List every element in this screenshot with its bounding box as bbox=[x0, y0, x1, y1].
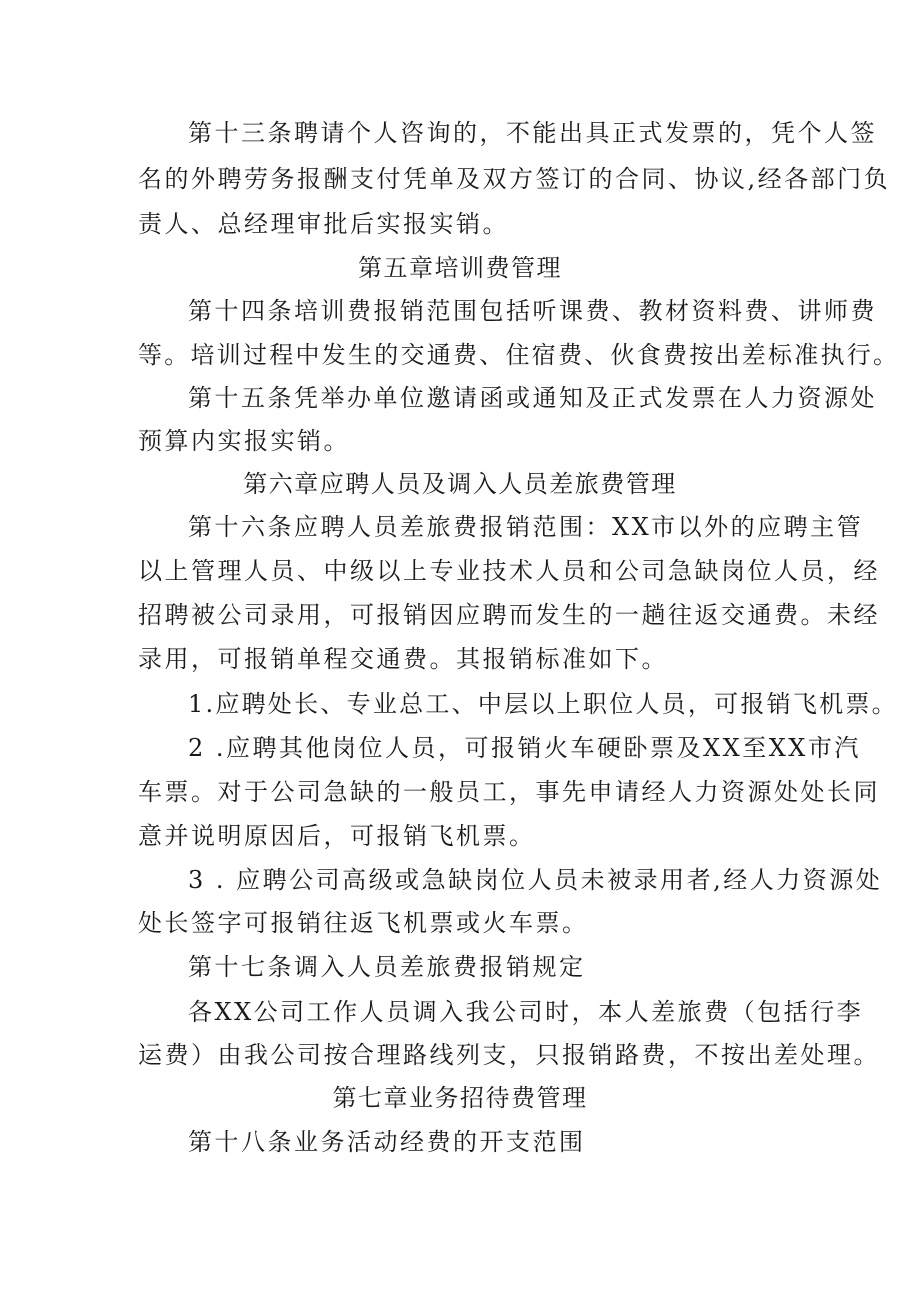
chapter-heading: 第五章培训费管理 bbox=[358, 254, 562, 282]
chapter-heading: 第六章应聘人员及调入人员差旅费管理 bbox=[243, 470, 677, 498]
paragraph-line: 车票。对于公司急缺的一般员工，事先申请经人力资源处处长同 bbox=[138, 778, 880, 806]
paragraph-line: 预算内实报实销。 bbox=[138, 427, 350, 455]
paragraph-line: 等。培训过程中发生的交通费、住宿费、伙食费按出差标准执行。 bbox=[138, 341, 900, 369]
paragraph-line: 招聘被公司录用，可报销因应聘而发生的一趟往返交通费。未经 bbox=[138, 601, 880, 629]
paragraph-line: 各XX公司工作人员调入我公司时，本人差旅费（包括行李 bbox=[188, 998, 864, 1026]
paragraph-line: 第十三条聘请个人咨询的，不能出具正式发票的，凭个人签 bbox=[188, 119, 877, 147]
list-item: 3 . 应聘公司高级或急缺岗位人员未被录用者,经人力资源处 bbox=[188, 866, 883, 894]
paragraph-line: 处长签字可报销往返飞机票或火车票。 bbox=[138, 909, 589, 937]
chapter-heading: 第七章业务招待费管理 bbox=[332, 1084, 588, 1112]
paragraph-line: 以上管理人员、中级以上专业技术人员和公司急缺岗位人员，经 bbox=[138, 557, 880, 585]
paragraph-line: 第十七条调入人员差旅费报销规定 bbox=[188, 953, 586, 981]
paragraph-line: 第十五条凭举办单位邀请函或通知及正式发票在人力资源处 bbox=[188, 384, 877, 412]
list-item: 1.应聘处长、专业总工、中层以上职位人员，可报销飞机票。 bbox=[188, 690, 898, 718]
paragraph-line: 责人、总经理审批后实报实销。 bbox=[138, 210, 509, 238]
paragraph-line: 运费）由我公司按合理路线列支，只报销路费，不按出差处理。 bbox=[138, 1041, 880, 1069]
paragraph-line: 第十六条应聘人员差旅费报销范围：XX市以外的应聘主管 bbox=[188, 513, 864, 541]
list-item: 2 .应聘其他岗位人员，可报销火车硬卧票及XX至XX市汽 bbox=[188, 734, 861, 762]
paragraph-line: 录用，可报销单程交通费。其报销标准如下。 bbox=[138, 645, 668, 673]
paragraph-line: 意并说明原因后，可报销飞机票。 bbox=[138, 822, 536, 850]
paragraph-line: 名的外聘劳务报酬支付凭单及双方签订的合同、协议,经各部门负 bbox=[138, 165, 891, 193]
paragraph-line: 第十八条业务活动经费的开支范围 bbox=[188, 1128, 586, 1156]
paragraph-line: 第十四条培训费报销范围包括听课费、教材资料费、讲师费 bbox=[188, 297, 877, 325]
